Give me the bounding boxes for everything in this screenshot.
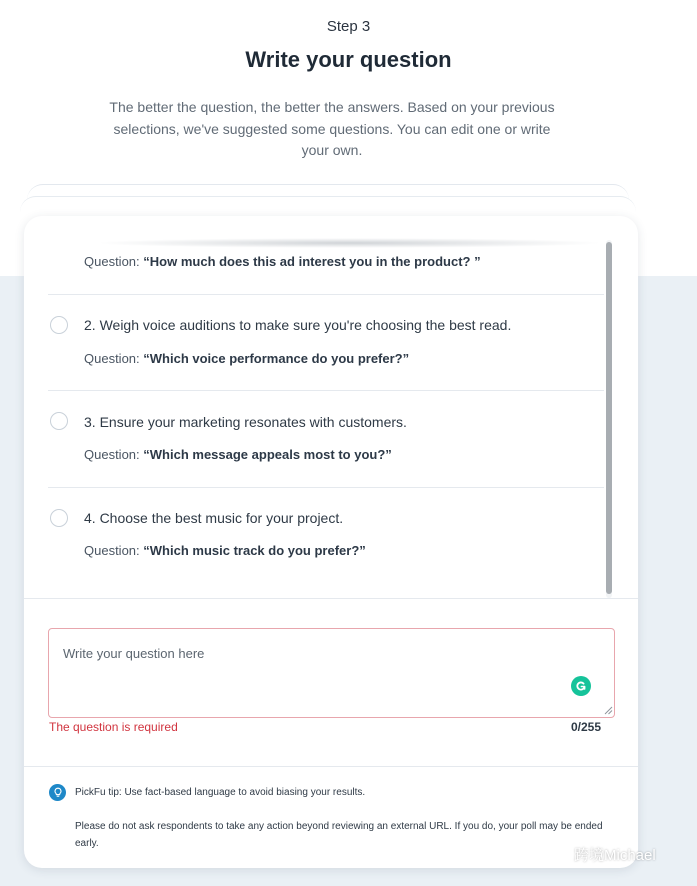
- resize-handle-icon[interactable]: [604, 706, 613, 715]
- policy-notice: Please do not ask respondents to take any action beyond reviewing an external URL. If you do, your poll may be ended early.: [75, 821, 603, 849]
- question-line: [84, 447, 392, 462]
- option-separator: [48, 390, 604, 391]
- option-separator: [48, 487, 604, 488]
- lightbulb-icon: [49, 784, 66, 801]
- suggested-question-text: “Which voice performance do you prefer?”: [143, 351, 410, 366]
- step-label: Step 3: [326, 18, 371, 35]
- option-label[interactable]: 2. Weigh voice auditions to make sure you're choosing the best read.: [84, 317, 512, 333]
- question-prefix: Question:: [84, 351, 140, 366]
- watermark-text: 跨境Michael: [574, 847, 656, 864]
- section-divider: [24, 598, 638, 599]
- option-label[interactable]: 4. Choose the best music for your project.: [84, 510, 344, 526]
- suggested-question-text: “How much does this ad interest you in the product? ”: [143, 254, 481, 269]
- question-card: [24, 216, 638, 868]
- page-subtitle: The better the question, the better the answers. Based on your previous selections, we've suggested some questions. You can edit one or write your own.: [109, 99, 555, 158]
- scroll-fade-shadow: [94, 238, 604, 248]
- wechat-icon: [545, 845, 569, 865]
- option-label[interactable]: 3. Ensure your marketing resonates with customers.: [84, 414, 407, 430]
- option-radio[interactable]: [50, 316, 68, 334]
- question-input[interactable]: [48, 628, 615, 718]
- question-line: [84, 543, 366, 558]
- grammarly-icon[interactable]: [571, 676, 591, 696]
- suggested-question-text: “Which music track do you prefer?”: [143, 543, 366, 558]
- question-prefix: Question:: [84, 254, 140, 269]
- question-prefix: Question:: [84, 543, 140, 558]
- question-line: [84, 254, 481, 269]
- option-radio[interactable]: [50, 509, 68, 527]
- scrollbar-thumb[interactable]: [606, 242, 612, 594]
- option-separator: [48, 294, 604, 295]
- suggested-question-text: “Which message appeals most to you?”: [143, 447, 392, 462]
- suggested-questions-list[interactable]: [24, 216, 638, 598]
- option-radio[interactable]: [50, 412, 68, 430]
- question-line: [84, 351, 409, 366]
- watermark: [545, 844, 656, 865]
- question-prefix: Question:: [84, 447, 140, 462]
- character-counter: 0/255: [571, 720, 602, 734]
- tip-text: PickFu tip: Use fact-based language to avoid biasing your results.: [75, 787, 366, 798]
- page-title: Write your question: [245, 47, 452, 72]
- section-divider: [24, 766, 638, 767]
- validation-error: The question is required: [49, 720, 178, 734]
